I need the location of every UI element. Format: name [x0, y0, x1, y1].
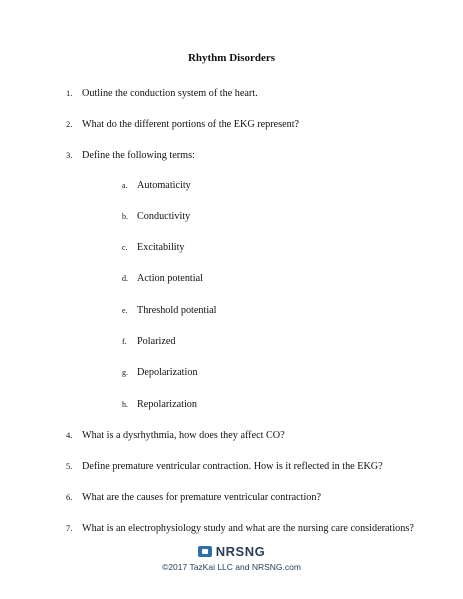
term-text: Action potential	[137, 273, 203, 284]
question-2	[66, 119, 299, 130]
term-text: Automaticity	[137, 180, 191, 191]
term-letter: a.	[122, 181, 128, 190]
term-item	[122, 305, 217, 316]
question-6	[66, 492, 321, 503]
term-letter: g.	[122, 368, 128, 377]
question-text: What are the causes for premature ventricular contraction?	[82, 492, 321, 503]
copyright-text: ©2017 TazKai LLC and NRSNG.com	[162, 562, 301, 572]
term-item	[122, 367, 198, 378]
term-text: Conductivity	[137, 211, 191, 222]
term-item	[122, 273, 203, 284]
document-title: Rhythm Disorders	[187, 52, 276, 64]
term-text: Repolarization	[137, 399, 197, 410]
term-text: Polarized	[137, 336, 176, 347]
term-item	[122, 399, 197, 410]
term-letter: c.	[122, 243, 128, 252]
question-number: 1.	[66, 88, 73, 98]
nrsng-logo-icon	[198, 546, 212, 557]
term-letter: e.	[122, 306, 128, 315]
term-letter: d.	[122, 274, 128, 283]
question-text: Define the following terms:	[82, 150, 195, 161]
term-letter: f.	[122, 337, 127, 346]
term-item	[122, 242, 185, 253]
question-number: 2.	[66, 119, 73, 129]
term-item	[122, 336, 175, 347]
question-4	[66, 430, 285, 441]
term-letter: h.	[122, 400, 128, 409]
footer-logo	[0, 544, 463, 559]
question-number: 4.	[66, 430, 73, 440]
term-text: Threshold potential	[137, 305, 217, 316]
question-text: Define premature ventricular contraction. How is it reflected in the EKG?	[82, 461, 383, 472]
question-text: Outline the conduction system of the heart.	[82, 88, 258, 99]
question-1	[66, 88, 258, 99]
logo-text: NRSNG	[215, 544, 266, 559]
question-5	[66, 461, 383, 472]
question-text: What do the different portions of the EKG represent?	[82, 119, 300, 130]
question-text: What is an electrophysiology study and what are the nursing care considerations?	[82, 523, 414, 534]
term-text: Excitability	[137, 242, 185, 253]
term-item	[122, 180, 191, 191]
question-number: 6.	[66, 492, 73, 502]
question-3	[66, 150, 195, 161]
question-text: What is a dysrhythmia, how does they affect CO?	[82, 430, 285, 441]
question-number: 7.	[66, 523, 73, 533]
term-text: Depolarization	[137, 367, 198, 378]
term-letter: b.	[122, 212, 128, 221]
question-number: 3.	[66, 150, 73, 160]
question-7	[66, 523, 414, 534]
term-item	[122, 211, 190, 222]
question-number: 5.	[66, 461, 73, 471]
